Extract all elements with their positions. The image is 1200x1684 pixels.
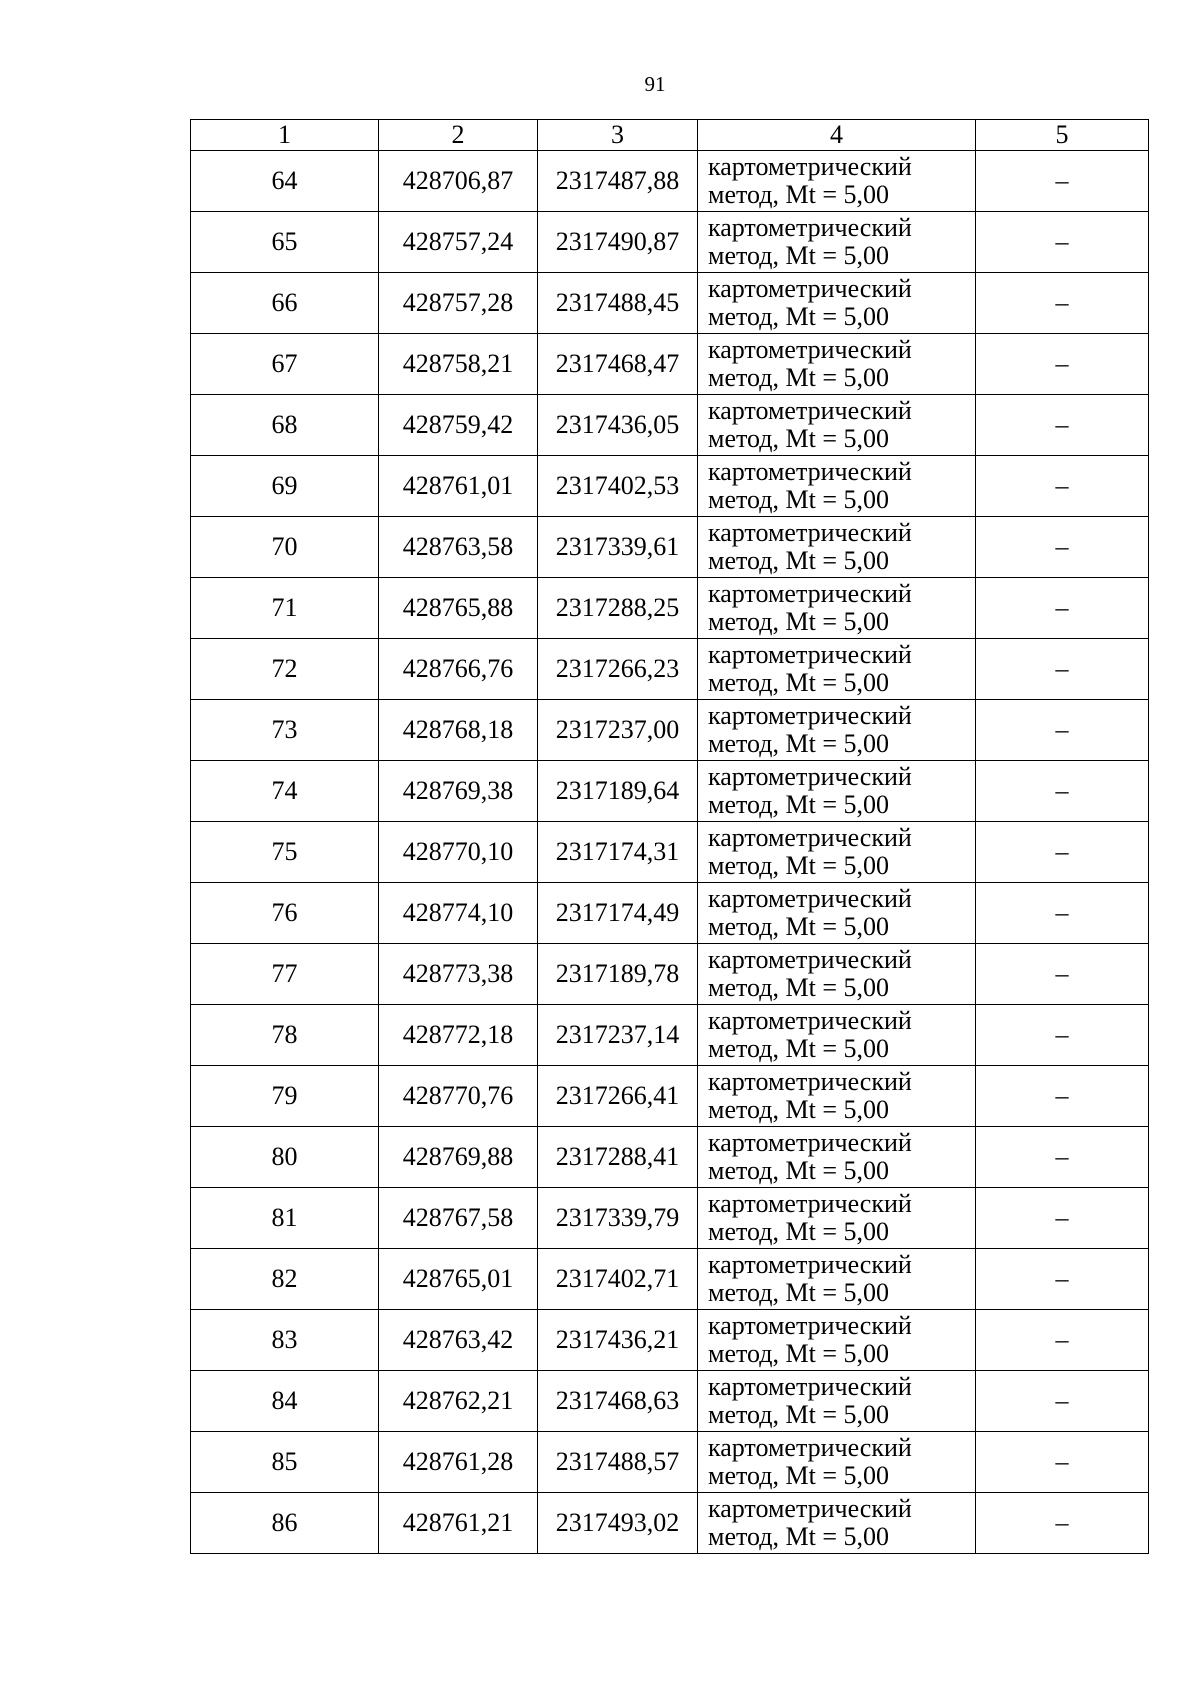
- method-line-1: картометрический: [708, 1189, 912, 1218]
- table-row: [191, 944, 1149, 1005]
- method-line-1: картометрический: [708, 335, 912, 364]
- method-cell: [698, 334, 976, 395]
- y-coordinate-cell: 2317468,47: [538, 334, 698, 395]
- method-line-2: метод, Mt = 5,00: [708, 668, 889, 697]
- method-line-1: картометрический: [708, 1067, 912, 1096]
- note-cell: –: [976, 578, 1149, 639]
- y-coordinate-cell: 2317288,41: [538, 1127, 698, 1188]
- note-cell: –: [976, 639, 1149, 700]
- y-coordinate-cell: 2317339,61: [538, 517, 698, 578]
- method-line-2: метод, Mt = 5,00: [708, 851, 889, 880]
- y-coordinate-cell: 2317490,87: [538, 212, 698, 273]
- x-coordinate-cell: 428762,21: [379, 1371, 538, 1432]
- y-coordinate-cell: 2317493,02: [538, 1493, 698, 1554]
- table-row: [191, 639, 1149, 700]
- method-cell: [698, 151, 976, 212]
- point-number-cell: 85: [191, 1432, 379, 1493]
- method-line-1: картометрический: [708, 1250, 912, 1279]
- point-number-cell: 82: [191, 1249, 379, 1310]
- y-coordinate-cell: 2317237,14: [538, 1005, 698, 1066]
- note-cell: –: [976, 1310, 1149, 1371]
- method-line-2: метод, Mt = 5,00: [708, 180, 889, 209]
- method-line-2: метод, Mt = 5,00: [708, 973, 889, 1002]
- method-line-1: картометрический: [708, 1372, 912, 1401]
- point-number-cell: 69: [191, 456, 379, 517]
- method-cell: [698, 1127, 976, 1188]
- y-coordinate-cell: 2317402,71: [538, 1249, 698, 1310]
- method-cell: [698, 456, 976, 517]
- method-line-1: картометрический: [708, 152, 912, 181]
- note-cell: –: [976, 517, 1149, 578]
- note-cell: –: [976, 883, 1149, 944]
- y-coordinate-cell: 2317266,41: [538, 1066, 698, 1127]
- column-header-1: 1: [191, 120, 379, 151]
- method-line-1: картометрический: [708, 1433, 912, 1462]
- y-coordinate-cell: 2317402,53: [538, 456, 698, 517]
- y-coordinate-cell: 2317174,31: [538, 822, 698, 883]
- method-line-2: метод, Mt = 5,00: [708, 1400, 889, 1429]
- column-header-3: 3: [538, 120, 698, 151]
- x-coordinate-cell: 428757,24: [379, 212, 538, 273]
- method-cell: [698, 761, 976, 822]
- y-coordinate-cell: 2317266,23: [538, 639, 698, 700]
- point-number-cell: 84: [191, 1371, 379, 1432]
- y-coordinate-cell: 2317189,64: [538, 761, 698, 822]
- x-coordinate-cell: 428767,58: [379, 1188, 538, 1249]
- note-cell: –: [976, 1371, 1149, 1432]
- point-number-cell: 68: [191, 395, 379, 456]
- table-row: [191, 761, 1149, 822]
- x-coordinate-cell: 428706,87: [379, 151, 538, 212]
- y-coordinate-cell: 2317174,49: [538, 883, 698, 944]
- method-line-2: метод, Mt = 5,00: [708, 363, 889, 392]
- table-row: [191, 334, 1149, 395]
- method-cell: [698, 212, 976, 273]
- y-coordinate-cell: 2317488,45: [538, 273, 698, 334]
- method-line-2: метод, Mt = 5,00: [708, 302, 889, 331]
- note-cell: –: [976, 700, 1149, 761]
- method-line-2: метод, Mt = 5,00: [708, 546, 889, 575]
- y-coordinate-cell: 2317237,00: [538, 700, 698, 761]
- y-coordinate-cell: 2317339,79: [538, 1188, 698, 1249]
- method-cell: [698, 822, 976, 883]
- table-row: [191, 1249, 1149, 1310]
- method-line-2: метод, Mt = 5,00: [708, 1522, 889, 1551]
- point-number-cell: 75: [191, 822, 379, 883]
- point-number-cell: 80: [191, 1127, 379, 1188]
- x-coordinate-cell: 428761,01: [379, 456, 538, 517]
- method-cell: [698, 1188, 976, 1249]
- y-coordinate-cell: 2317488,57: [538, 1432, 698, 1493]
- point-number-cell: 76: [191, 883, 379, 944]
- method-cell: [698, 1310, 976, 1371]
- note-cell: –: [976, 395, 1149, 456]
- method-line-2: метод, Mt = 5,00: [708, 1095, 889, 1124]
- table-body: [191, 151, 1149, 1554]
- note-cell: –: [976, 334, 1149, 395]
- method-cell: [698, 1371, 976, 1432]
- column-header-2: 2: [379, 120, 538, 151]
- method-line-1: картометрический: [708, 640, 912, 669]
- method-cell: [698, 395, 976, 456]
- method-line-1: картометрический: [708, 1311, 912, 1340]
- point-number-cell: 73: [191, 700, 379, 761]
- method-cell: [698, 1005, 976, 1066]
- method-cell: [698, 944, 976, 1005]
- x-coordinate-cell: 428763,58: [379, 517, 538, 578]
- method-line-2: метод, Mt = 5,00: [708, 1339, 889, 1368]
- point-number-cell: 72: [191, 639, 379, 700]
- note-cell: –: [976, 822, 1149, 883]
- x-coordinate-cell: 428772,18: [379, 1005, 538, 1066]
- table-row: [191, 1127, 1149, 1188]
- note-cell: –: [976, 1249, 1149, 1310]
- x-coordinate-cell: 428758,21: [379, 334, 538, 395]
- table-row: [191, 883, 1149, 944]
- x-coordinate-cell: 428761,21: [379, 1493, 538, 1554]
- note-cell: –: [976, 273, 1149, 334]
- method-line-2: метод, Mt = 5,00: [708, 241, 889, 270]
- table-row: [191, 700, 1149, 761]
- y-coordinate-cell: 2317288,25: [538, 578, 698, 639]
- coordinates-table: [190, 119, 1149, 1554]
- method-line-1: картометрический: [708, 579, 912, 608]
- method-line-2: метод, Mt = 5,00: [708, 790, 889, 819]
- column-header-4: 4: [698, 120, 976, 151]
- note-cell: –: [976, 761, 1149, 822]
- y-coordinate-cell: 2317436,05: [538, 395, 698, 456]
- method-line-2: метод, Mt = 5,00: [708, 912, 889, 941]
- x-coordinate-cell: 428773,38: [379, 944, 538, 1005]
- x-coordinate-cell: 428766,76: [379, 639, 538, 700]
- method-line-1: картометрический: [708, 1006, 912, 1035]
- method-line-2: метод, Mt = 5,00: [708, 729, 889, 758]
- point-number-cell: 71: [191, 578, 379, 639]
- table-row: [191, 1005, 1149, 1066]
- table-row: [191, 1066, 1149, 1127]
- point-number-cell: 81: [191, 1188, 379, 1249]
- table-row: [191, 1371, 1149, 1432]
- method-line-2: метод, Mt = 5,00: [708, 1217, 889, 1246]
- method-cell: [698, 578, 976, 639]
- note-cell: –: [976, 456, 1149, 517]
- method-cell: [698, 1493, 976, 1554]
- method-line-1: картометрический: [708, 823, 912, 852]
- method-line-1: картометрический: [708, 457, 912, 486]
- table-row: [191, 578, 1149, 639]
- method-line-1: картометрический: [708, 213, 912, 242]
- x-coordinate-cell: 428768,18: [379, 700, 538, 761]
- method-line-1: картометрический: [708, 884, 912, 913]
- x-coordinate-cell: 428769,38: [379, 761, 538, 822]
- x-coordinate-cell: 428759,42: [379, 395, 538, 456]
- point-number-cell: 77: [191, 944, 379, 1005]
- x-coordinate-cell: 428769,88: [379, 1127, 538, 1188]
- method-line-1: картометрический: [708, 945, 912, 974]
- table-row: [191, 273, 1149, 334]
- method-line-1: картометрический: [708, 396, 912, 425]
- x-coordinate-cell: 428763,42: [379, 1310, 538, 1371]
- method-cell: [698, 700, 976, 761]
- method-line-2: метод, Mt = 5,00: [708, 1278, 889, 1307]
- note-cell: –: [976, 151, 1149, 212]
- table-row: [191, 395, 1149, 456]
- table-row: [191, 822, 1149, 883]
- method-line-2: метод, Mt = 5,00: [708, 1156, 889, 1185]
- point-number-cell: 78: [191, 1005, 379, 1066]
- method-cell: [698, 1249, 976, 1310]
- method-line-2: метод, Mt = 5,00: [708, 1034, 889, 1063]
- point-number-cell: 66: [191, 273, 379, 334]
- note-cell: –: [976, 1005, 1149, 1066]
- method-cell: [698, 273, 976, 334]
- method-line-1: картометрический: [708, 274, 912, 303]
- point-number-cell: 74: [191, 761, 379, 822]
- point-number-cell: 65: [191, 212, 379, 273]
- method-line-1: картометрический: [708, 1128, 912, 1157]
- method-cell: [698, 883, 976, 944]
- note-cell: –: [976, 212, 1149, 273]
- y-coordinate-cell: 2317189,78: [538, 944, 698, 1005]
- point-number-cell: 86: [191, 1493, 379, 1554]
- method-line-1: картометрический: [708, 518, 912, 547]
- note-cell: –: [976, 1432, 1149, 1493]
- note-cell: –: [976, 944, 1149, 1005]
- x-coordinate-cell: 428770,76: [379, 1066, 538, 1127]
- note-cell: –: [976, 1493, 1149, 1554]
- point-number-cell: 67: [191, 334, 379, 395]
- header-row: [191, 120, 1149, 151]
- method-line-1: картометрический: [708, 762, 912, 791]
- point-number-cell: 70: [191, 517, 379, 578]
- table-row: [191, 212, 1149, 273]
- table-row: [191, 1493, 1149, 1554]
- y-coordinate-cell: 2317487,88: [538, 151, 698, 212]
- method-cell: [698, 639, 976, 700]
- method-line-1: картометрический: [708, 1494, 912, 1523]
- note-cell: –: [976, 1066, 1149, 1127]
- table-row: [191, 1188, 1149, 1249]
- note-cell: –: [976, 1188, 1149, 1249]
- table-row: [191, 517, 1149, 578]
- point-number-cell: 79: [191, 1066, 379, 1127]
- method-line-2: метод, Mt = 5,00: [708, 1461, 889, 1490]
- x-coordinate-cell: 428765,01: [379, 1249, 538, 1310]
- method-line-2: метод, Mt = 5,00: [708, 607, 889, 636]
- method-cell: [698, 1066, 976, 1127]
- table-row: [191, 151, 1149, 212]
- note-cell: –: [976, 1127, 1149, 1188]
- x-coordinate-cell: 428765,88: [379, 578, 538, 639]
- x-coordinate-cell: 428761,28: [379, 1432, 538, 1493]
- x-coordinate-cell: 428770,10: [379, 822, 538, 883]
- column-header-5: 5: [976, 120, 1149, 151]
- method-line-1: картометрический: [708, 701, 912, 730]
- method-cell: [698, 1432, 976, 1493]
- point-number-cell: 64: [191, 151, 379, 212]
- method-line-2: метод, Mt = 5,00: [708, 485, 889, 514]
- table-row: [191, 456, 1149, 517]
- x-coordinate-cell: 428757,28: [379, 273, 538, 334]
- method-cell: [698, 517, 976, 578]
- y-coordinate-cell: 2317468,63: [538, 1371, 698, 1432]
- method-line-2: метод, Mt = 5,00: [708, 424, 889, 453]
- page-number: 91: [644, 72, 666, 96]
- x-coordinate-cell: 428774,10: [379, 883, 538, 944]
- table-row: [191, 1432, 1149, 1493]
- y-coordinate-cell: 2317436,21: [538, 1310, 698, 1371]
- table-row: [191, 1310, 1149, 1371]
- table-header: [191, 120, 1149, 151]
- point-number-cell: 83: [191, 1310, 379, 1371]
